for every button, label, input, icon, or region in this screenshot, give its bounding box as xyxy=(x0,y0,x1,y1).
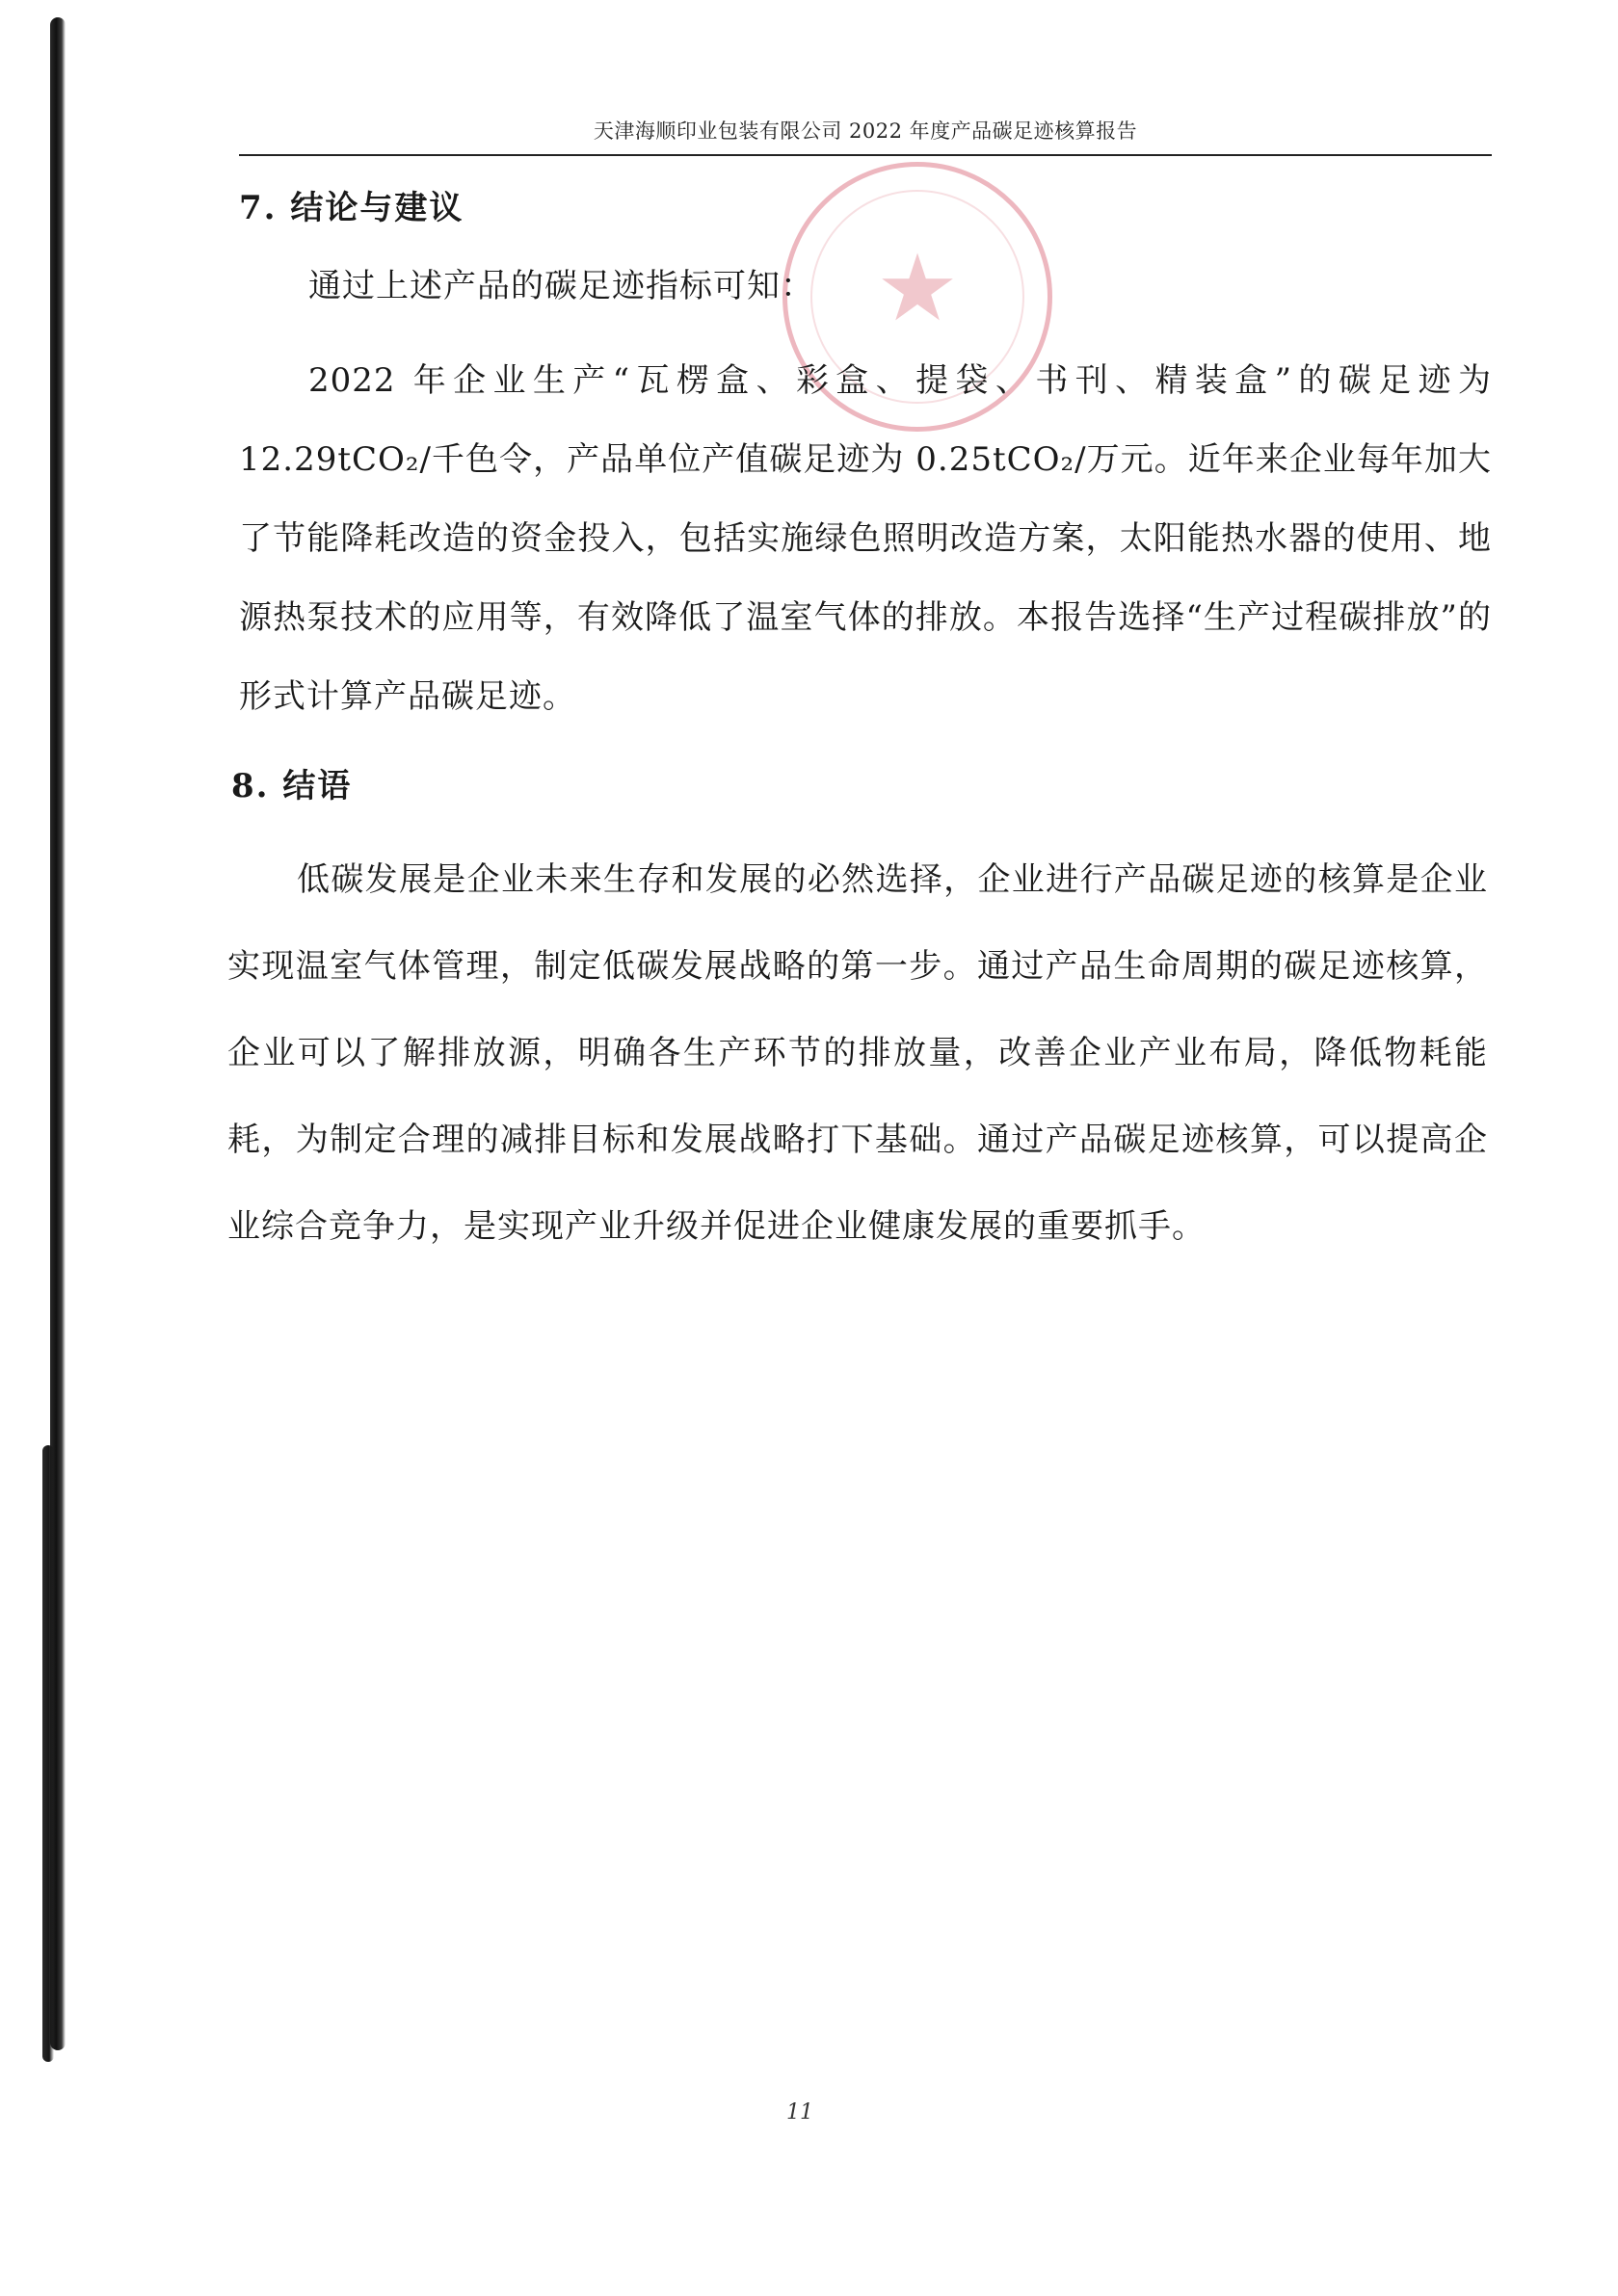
seal-star-icon: ★ xyxy=(875,234,960,342)
section-7-heading: 7. 结论与建议 xyxy=(239,189,464,227)
running-header: 天津海顺印业包装有限公司 2022 年度产品碳足迹核算报告 xyxy=(593,119,1138,143)
section-7-body: 2022 年企业生产“瓦楞盒、彩盒、提袋、书刊、精装盒”的碳足迹为 12.29tCO₂/千色令，产品单位产值碳足迹为 0.25tCO₂/万元。近年来企业每年加大了节能降耗改造的资金投入，包括实施绿色照明改造方案，太阳能热水器的使用、地源热泵技术的应用等，有效降低了温室气体的排放。本报告选择“生产过程碳排放”的形式计算产品碳足迹。 xyxy=(239,361,1492,716)
scan-binding-edge-lower xyxy=(42,1445,54,2062)
section-7-intro: 通过上述产品的碳足迹指标可知： xyxy=(308,267,814,305)
section-8-body: 低碳发展是企业未来生存和发展的必然选择，企业进行产品碳足迹的核算是企业实现温室气体管理，制定低碳发展战略的第一步。通过产品生命周期的碳足迹核算，企业可以了解排放源，明确各生产环节的排放量，改善企业产业布局，降低物耗能耗，为制定合理的减排目标和发展战略打下基础。通过产品碳足迹核算，可以提高企业综合竞争力，是实现产业升级并促进企业健康发展的重要抓手。 xyxy=(227,860,1488,1246)
section-8-heading: 8. 结语 xyxy=(231,767,353,805)
page-number: 11 xyxy=(786,2100,813,2124)
header-rule xyxy=(239,154,1492,156)
